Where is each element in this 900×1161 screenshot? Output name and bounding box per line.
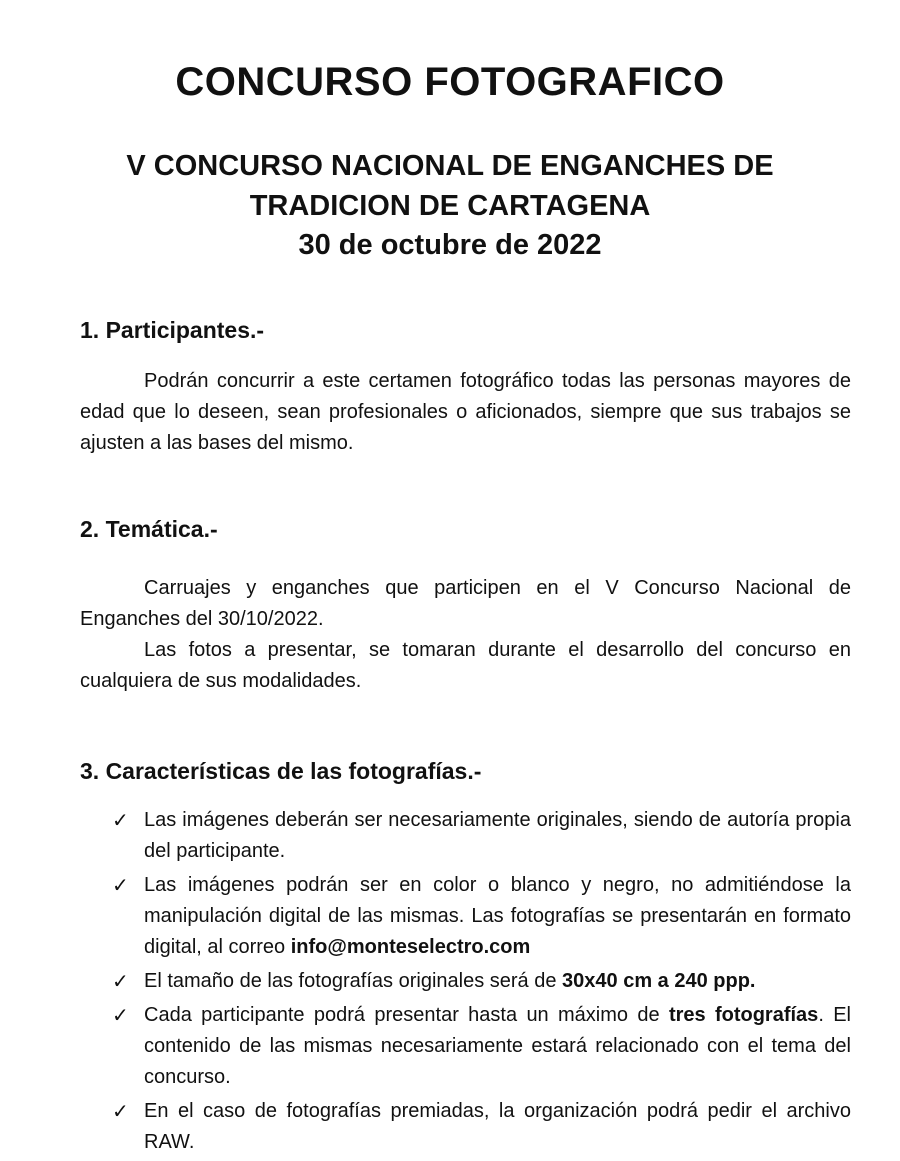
item-text-continued: . El contenido de las mismas necesariamente estará relacionado con el tema del concurso.: [144, 1004, 851, 1088]
section-text-participantes: [80, 366, 851, 459]
checkmark-icon: ✓: [112, 1099, 129, 1123]
requirements-checklist: [80, 805, 851, 1161]
checkmark-icon: ✓: [112, 969, 129, 993]
list-item: [80, 1096, 851, 1158]
participantes-paragraph: Podrán concurrir a este certamen fotográfico todas las personas mayores de edad que lo deseen, sean profesionales o aficionados, siempre que sus trabajos se ajusten a las bases del mismo.: [80, 370, 851, 454]
section-heading-participantes: 1. Participantes.-: [80, 317, 265, 343]
contact-email: info@monteselectro.com: [290, 936, 531, 958]
tematica-text-1: Carruajes y enganches que participen en el V Concurso Nacional de Enganches del 30/10/2022.: [80, 577, 851, 630]
checkmark-icon: ✓: [112, 873, 129, 897]
checkmark-icon: ✓: [112, 808, 129, 832]
document-title: CONCURSO FOTOGRAFICO: [175, 60, 725, 104]
list-item: [80, 1000, 851, 1093]
contest-name-line-1: V CONCURSO NACIONAL DE ENGANCHES DE: [126, 150, 774, 182]
tematica-paragraph-1: [80, 573, 851, 635]
contest-date: 30 de octubre de 2022: [298, 229, 602, 261]
section-heading-tematica: 2. Temática.-: [80, 516, 218, 542]
section-heading-caracteristicas: 3. Características de las fotografías.-: [80, 758, 482, 784]
contest-name-line-2: TRADICION DE CARTAGENA: [249, 190, 651, 222]
item-text: Cada participante podrá presentar hasta un máximo de: [144, 1004, 669, 1026]
item-text: En el caso de fotografías premiadas, la organización podrá pedir el archivo RAW.: [144, 1100, 851, 1153]
tematica-paragraph-2: [80, 635, 851, 697]
list-item: [80, 805, 851, 867]
item-text: El tamaño de las fotografías originales será de: [144, 970, 563, 992]
section-text-tematica: [80, 573, 851, 697]
item-text: Las imágenes podrán ser en color o blanco y negro, no admitiéndose la manipulación digital de las mismas. Las fotografías se presentarán en formato digital, al correo: [144, 874, 851, 958]
list-item: [80, 966, 851, 997]
list-item: [80, 870, 851, 963]
checkmark-icon: ✓: [112, 1003, 129, 1027]
tematica-text-2: Las fotos a presentar, se tomaran durante el desarrollo del concurso en cualquiera de sus modalidades.: [80, 639, 851, 692]
photo-size-spec: 30x40 cm a 240 ppp.: [562, 970, 756, 992]
max-photos: tres fotografías: [668, 1004, 819, 1026]
item-text: Las imágenes deberán ser necesariamente originales, siendo de autoría propia del participante.: [144, 809, 851, 862]
